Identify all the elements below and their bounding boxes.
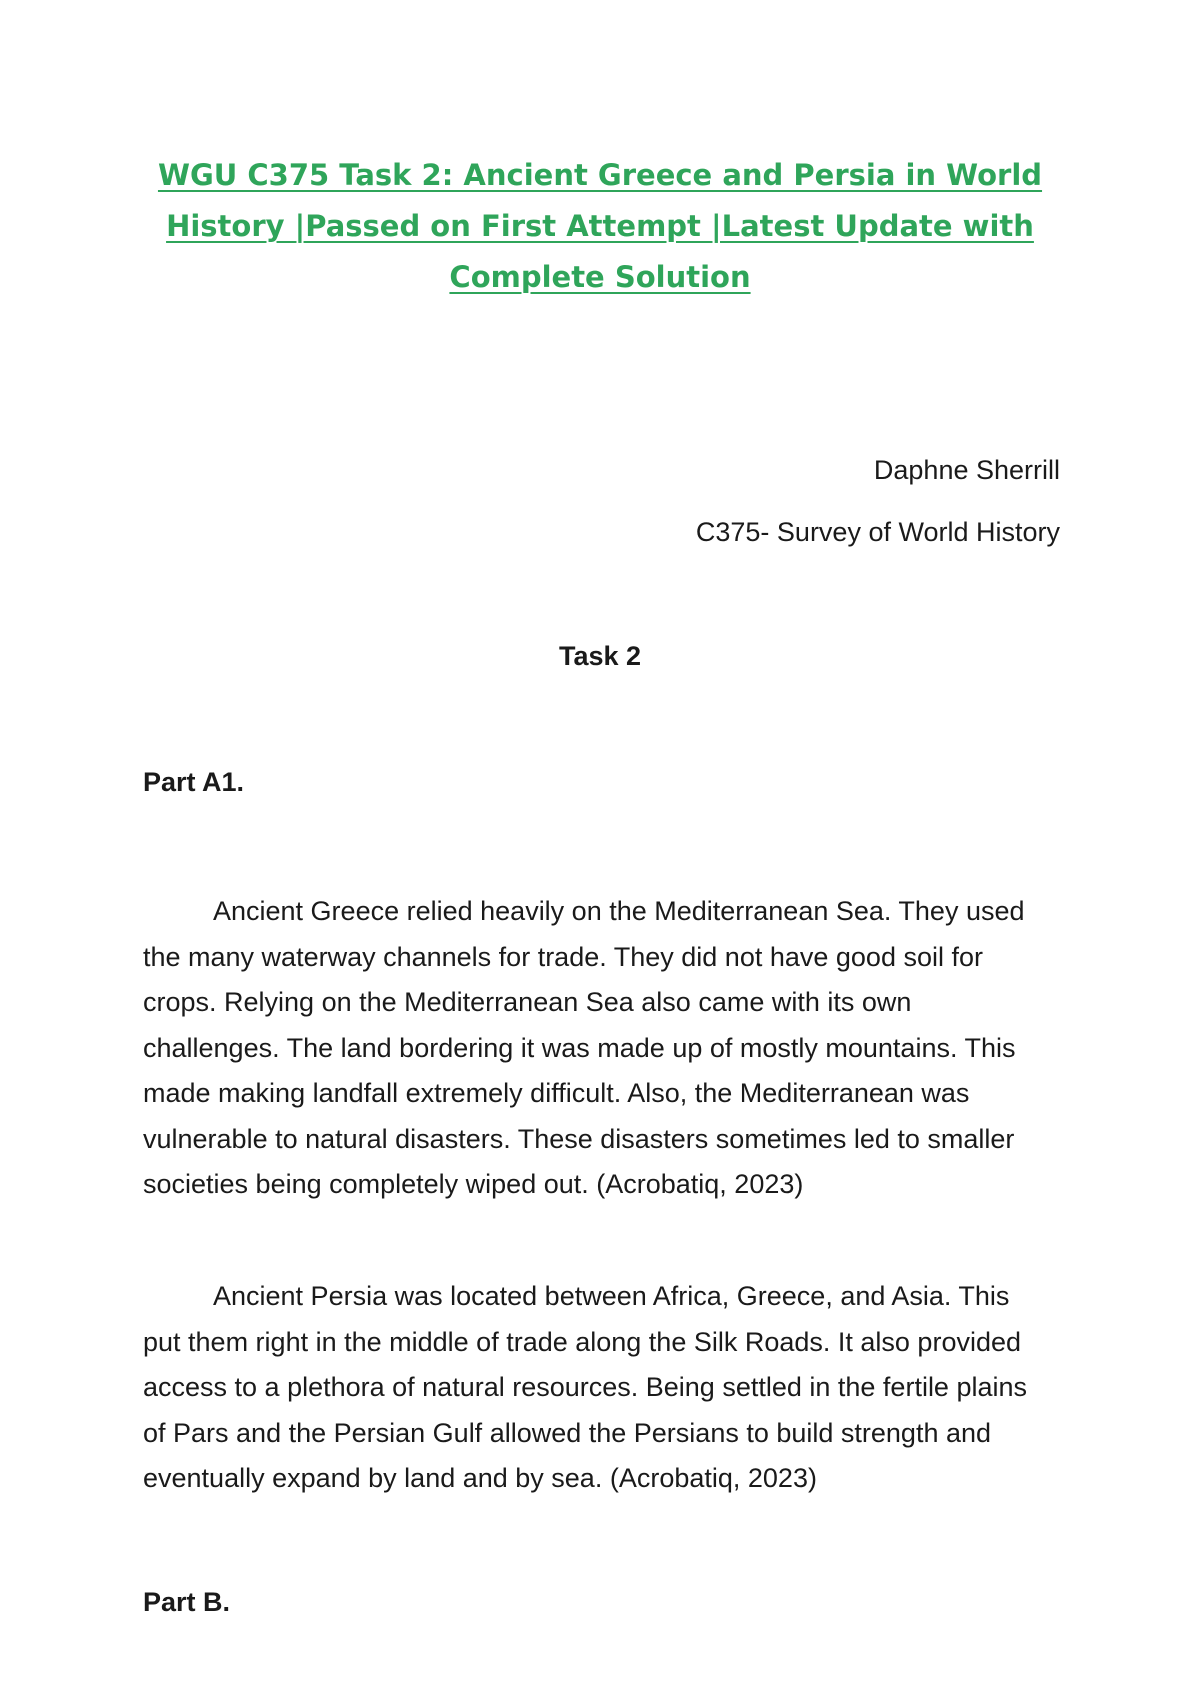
paragraph-greece: Ancient Greece relied heavily on the Mediterranean Sea. They used the many waterway channels for trade. They did not have good soil for crops. Relying on the Mediterranean Sea also came with its own challenges. The land bordering it was made up of mostly mountains. This made making landfall extremely difficult. Also, the Mediterranean was vulnerable to natural disasters. These disasters sometimes led to smaller societies being completely wiped out. (Acrobatiq, 2023) bbox=[143, 896, 1025, 1199]
paragraph-persia: Ancient Persia was located between Africa, Greece, and Asia. This put them right in the middle of trade along the Silk Roads. It also provided access to a plethora of natural resources. Being settled in the fertile plains of Pars and the Persian Gulf allowed the Persians to build strength and eventually expand by land and by sea. (Acrobatiq, 2023) bbox=[143, 1281, 1027, 1493]
document-title: WGU C375 Task 2: Ancient Greece and Persia in World History |Passed on First Attempt |Latest Update with Complete Solution bbox=[157, 158, 1043, 294]
section-heading-part-b: Part B. bbox=[143, 1587, 231, 1617]
author-name: Daphne Sherrill bbox=[873, 455, 1060, 485]
section-heading-part-a1: Part A1. bbox=[143, 767, 245, 797]
course-name: C375- Survey of World History bbox=[695, 517, 1060, 547]
task-heading: Task 2 bbox=[558, 641, 642, 671]
